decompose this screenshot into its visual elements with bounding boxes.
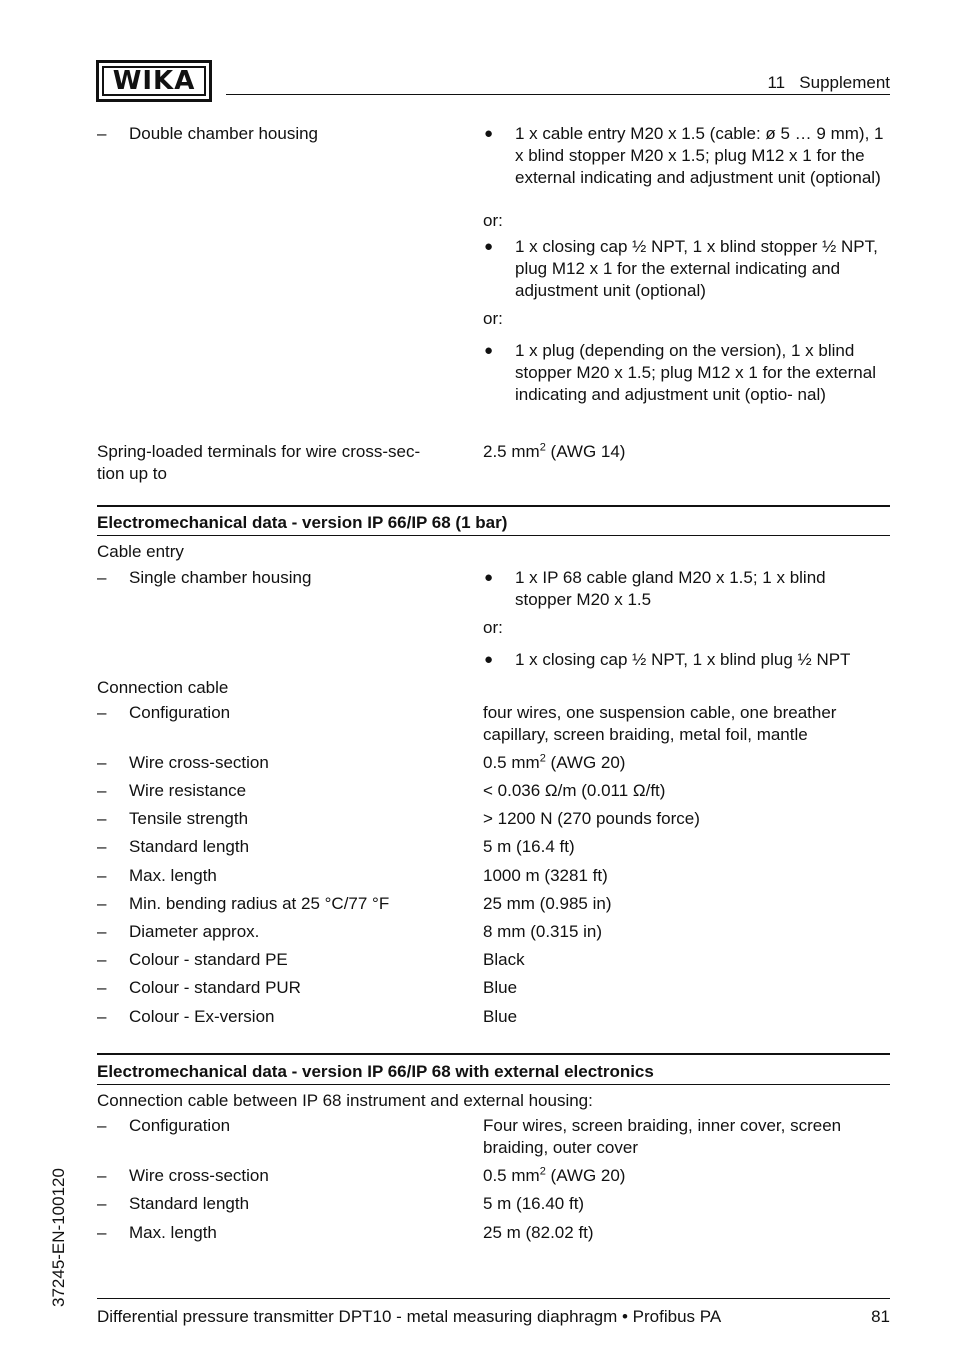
row-value: > 1200 N (270 pounds force): [483, 809, 700, 828]
bullet: ●: [484, 342, 494, 359]
section-rule-bottom: [97, 1084, 890, 1085]
row-value: 8 mm (0.315 in): [483, 922, 603, 941]
section2-intro: Connection cable between IP 68 instrument and external housing:: [97, 1091, 593, 1110]
row-label: Colour - standard PE: [129, 950, 288, 969]
row-label: Min. bending radius at 25 °C/77 °F: [129, 894, 390, 913]
dash: –: [97, 124, 107, 143]
page-number: 81: [871, 1307, 890, 1326]
double-chamber-item-1: 1 x cable entry M20 x 1.5 (cable: ø 5 … 9 mm), 1 x blind stopper M20 x 1.5; plug M12 x 1 for the external indicating and adjustment unit (optional): [515, 124, 884, 187]
bullet: ●: [484, 651, 494, 668]
label-single-chamber: Single chamber housing: [129, 568, 312, 587]
double-chamber-item-2: 1 x closing cap ½ NPT, 1 x blind stopper ½ NPT, plug M12 x 1 for the external indicating and adjustment unit (optional): [515, 237, 878, 300]
logo-text: WIKA: [102, 66, 206, 96]
dash: –: [97, 866, 107, 885]
dash: –: [97, 950, 107, 969]
row-label: Standard length: [129, 837, 250, 856]
row-value: four wires, one suspension cable, one breather capillary, screen braiding, metal foil, mantle: [483, 703, 837, 744]
row-value: < 0.036 Ω/m (0.011 Ω/ft): [483, 781, 666, 800]
row-label: Max. length: [129, 1223, 217, 1242]
double-chamber-item-3: 1 x plug (depending on the version), 1 x blind stopper M20 x 1.5; plug M12 x 1 for the external indicating and adjustment unit (optio- nal): [515, 341, 876, 404]
row-value: 5 m (16.4 ft): [483, 837, 575, 856]
dash: –: [97, 781, 107, 800]
wika-logo: [96, 60, 212, 102]
terminals-label: Spring-loaded terminals for wire cross-sec- tion up to: [97, 442, 421, 483]
dash: –: [97, 894, 107, 913]
row-value: Black: [483, 950, 525, 969]
bullet: ●: [484, 238, 494, 255]
dash: –: [97, 1007, 107, 1026]
row-label: Wire resistance: [129, 781, 247, 800]
row-label: Wire cross-section: [129, 1166, 269, 1185]
row-value: Blue: [483, 978, 518, 997]
row-value: 25 mm (0.985 in): [483, 894, 612, 913]
section-rule-top: [97, 505, 890, 507]
row-label: Colour - Ex-version: [129, 1007, 275, 1026]
dash: –: [97, 1116, 107, 1135]
section-title-external-electronics: Electromechanical data - version IP 66/IP 68 with external electronics: [97, 1062, 654, 1081]
row-label: Tensile strength: [129, 809, 249, 828]
row-value: Blue: [483, 1007, 518, 1026]
header-section: 11 Supplement: [767, 73, 890, 92]
dash: –: [97, 703, 107, 722]
label-double-chamber: Double chamber housing: [129, 124, 319, 143]
dash: –: [97, 753, 107, 772]
section-rule-top: [97, 1053, 890, 1055]
row-value: 0.5 $mm^2$ (AWG 20): [483, 1165, 626, 1185]
footer-title: Differential pressure transmitter DPT10 - metal measuring diaphragm • Profibus PA: [97, 1307, 722, 1326]
or-text: or:: [483, 618, 503, 637]
row-label: Configuration: [129, 703, 231, 722]
bullet: ●: [484, 125, 494, 142]
row-value: 0.5 $mm^2$ (AWG 20): [483, 752, 626, 772]
bullet: ●: [484, 569, 494, 586]
dash: –: [97, 1223, 107, 1242]
dash: –: [97, 922, 107, 941]
row-label: Standard length: [129, 1194, 250, 1213]
section-title-ip68-1bar: Electromechanical data - version IP 66/IP 68 (1 bar): [97, 513, 508, 532]
document-id: 37245-EN-100120: [49, 1168, 68, 1307]
dash: –: [97, 1194, 107, 1213]
connection-cable-heading: Connection cable: [97, 678, 229, 697]
row-value: 5 m (16.40 ft): [483, 1194, 585, 1213]
terminals-value: 2.5 $mm^2$ (AWG 14): [483, 441, 626, 461]
header-rule: [226, 94, 890, 95]
row-value: 1000 m (3281 ft): [483, 866, 608, 885]
or-text: or:: [483, 211, 503, 230]
row-label: Diameter approx.: [129, 922, 260, 941]
row-label: Max. length: [129, 866, 217, 885]
dash: –: [97, 568, 107, 587]
dash: –: [97, 1166, 107, 1185]
row-value: Four wires, screen braiding, inner cover, screen braiding, outer cover: [483, 1116, 842, 1157]
row-value: 25 m (82.02 ft): [483, 1223, 594, 1242]
section-rule-bottom: [97, 535, 890, 536]
row-label: Wire cross-section: [129, 753, 269, 772]
cable-entry-heading: Cable entry: [97, 542, 184, 561]
dash: –: [97, 837, 107, 856]
single-chamber-item-1: 1 x IP 68 cable gland M20 x 1.5; 1 x blind stopper M20 x 1.5: [515, 568, 826, 609]
footer-rule: [97, 1298, 890, 1299]
row-label: Colour - standard PUR: [129, 978, 301, 997]
dash: –: [97, 809, 107, 828]
single-chamber-item-2: 1 x closing cap ½ NPT, 1 x blind plug ½ NPT: [515, 650, 851, 669]
or-text: or:: [483, 309, 503, 328]
row-label: Configuration: [129, 1116, 231, 1135]
dash: –: [97, 978, 107, 997]
